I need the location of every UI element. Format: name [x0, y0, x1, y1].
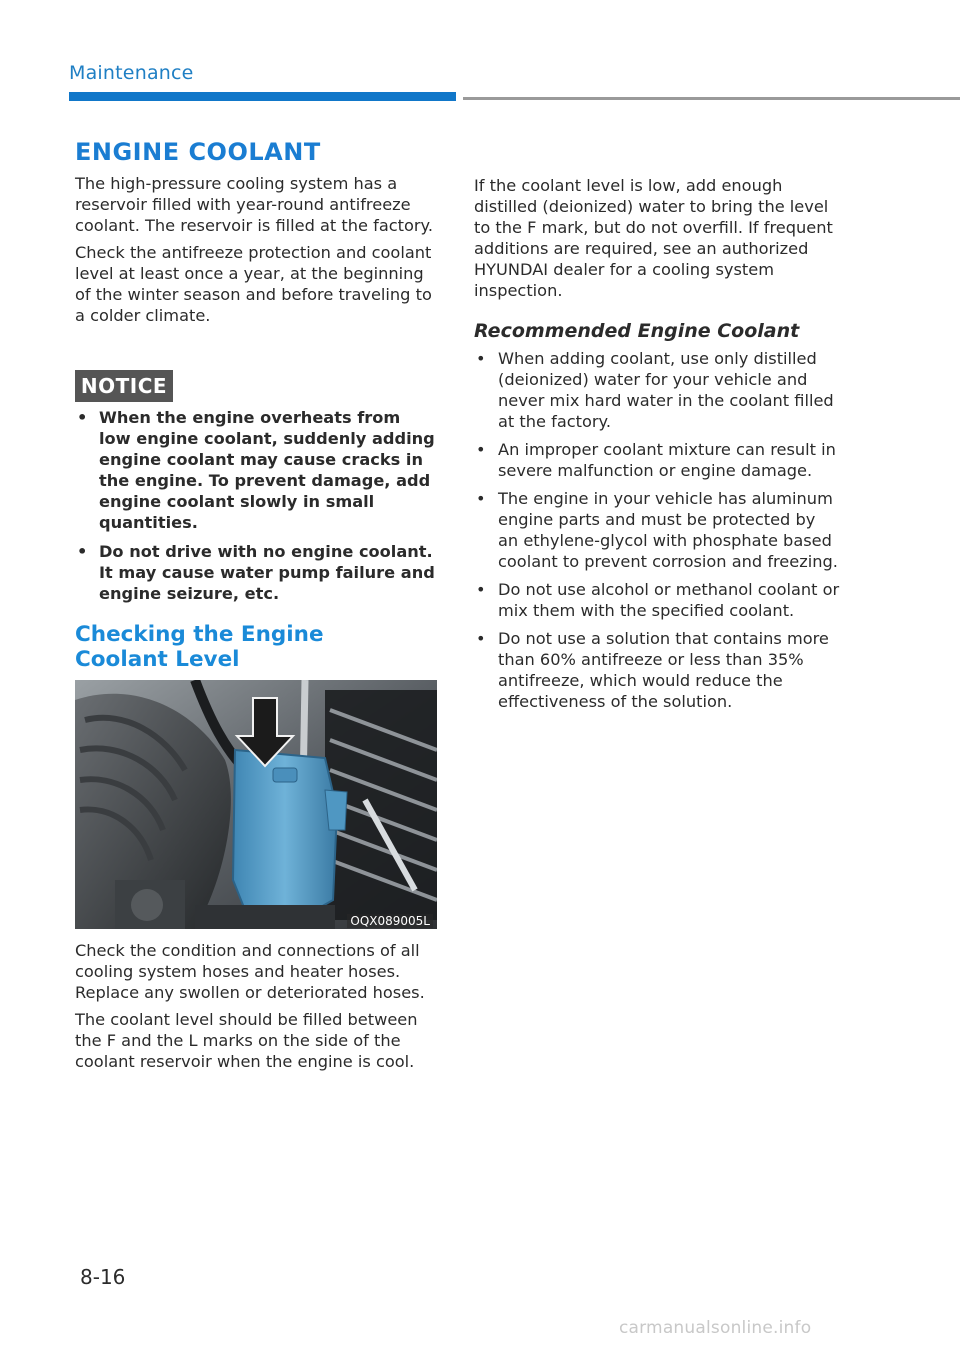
- notice-list: [75, 407, 437, 604]
- site-watermark[interactable]: carmanualsonline.info: [619, 1318, 812, 1338]
- engine-bay-illustration: [75, 680, 437, 929]
- checking-heading: Checking the Engine Coolant Level: [75, 622, 324, 672]
- right-column: [474, 175, 840, 712]
- refill-paragraph: If the coolant level is low, add enough distilled (deionized) water to bring the level to the F mark, but do not overfill. If frequent additions are required, see an authorized HYUNDAI dealer for a cooling system inspection.: [474, 176, 833, 300]
- intro-paragraph: The high-pressure cooling system has a reservoir filled with year-round antifreeze coolant. The reservoir is filled at the factory.: [75, 174, 433, 235]
- notice-item: • When the engine overheats from low engine coolant, suddenly adding engine coolant may cause cracks in the engine. To prevent damage, add engine coolant slowly in small quantities.: [75, 407, 437, 533]
- checking-paragraph: Check the condition and connections of all cooling system hoses and heater hoses. Replace any swollen or deteriorated hoses.: [75, 941, 425, 1002]
- recommended-item: • Do not use alcohol or methanol coolant or mix them with the specified coolant.: [474, 579, 840, 621]
- header-accent-bar: [69, 92, 456, 101]
- intro-paragraph: Check the antifreeze protection and coolant level at least once a year, at the beginning of the winter season and before traveling to a colder climate.: [75, 243, 432, 325]
- recommended-list: [474, 348, 840, 712]
- engine-bay-photo: [75, 680, 437, 929]
- image-caption: OQX089005L: [347, 914, 433, 928]
- checking-text: [75, 940, 437, 1072]
- recommended-item: • Do not use a solution that contains more than 60% antifreeze or less than 35% antifreeze, which would reduce the effectiveness of the solution.: [474, 628, 840, 712]
- notice-box: [75, 407, 437, 604]
- section-title: ENGINE COOLANT: [75, 138, 321, 166]
- left-intro: [75, 173, 437, 326]
- recommended-item: • The engine in your vehicle has aluminum engine parts and must be protected by an ethylene-glycol with phosphate based coolant to prevent corrosion and freezing.: [474, 488, 840, 572]
- notice-badge: NOTICE: [75, 370, 173, 402]
- notice-item: • Do not drive with no engine coolant. It may cause water pump failure and engine seizure, etc.: [75, 541, 437, 604]
- recommended-heading: Recommended Engine Coolant: [474, 320, 800, 342]
- recommended-item: • An improper coolant mixture can result in severe malfunction or engine damage.: [474, 439, 840, 481]
- running-header: Maintenance: [69, 62, 194, 84]
- recommended-item: • When adding coolant, use only distilled (deionized) water for your vehicle and never mix hard water in the coolant filled at the factory.: [474, 348, 840, 432]
- page-number: 8-16: [80, 1265, 126, 1289]
- header-rule: [463, 97, 960, 100]
- checking-paragraph: The coolant level should be filled between the F and the L marks on the side of the coolant reservoir when the engine is cool.: [75, 1010, 418, 1071]
